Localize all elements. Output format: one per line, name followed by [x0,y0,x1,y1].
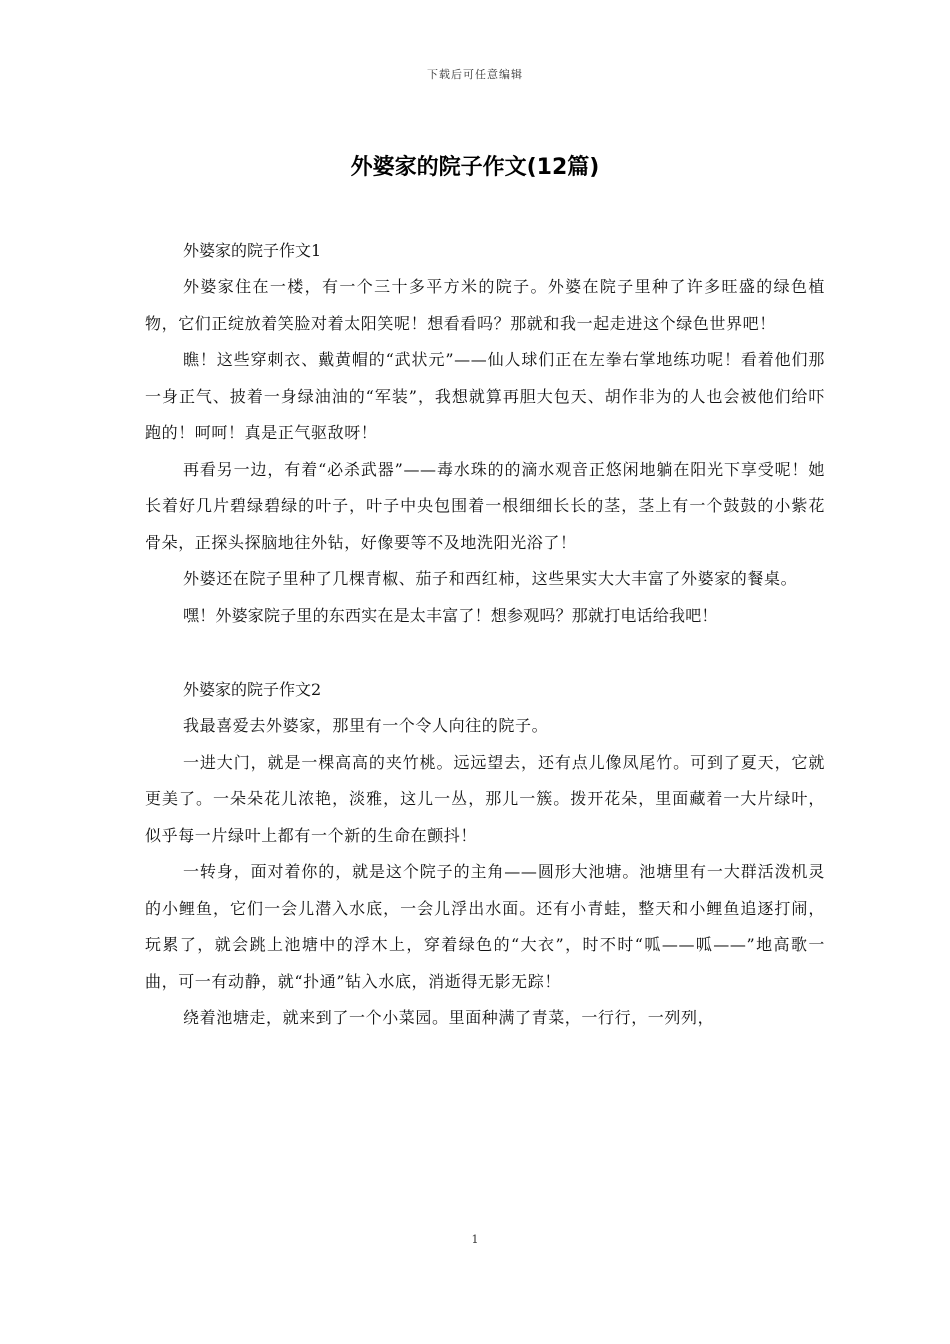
paragraph: 外婆家住在一楼，有一个三十多平方米的院子。外婆在院子里种了许多旺盛的绿色植物，它们正绽放着笑脸对着太阳笑呢！想看看吗？那就和我一起走进这个绿色世界吧！ [145,277,825,333]
paragraph: 我最喜爱去外婆家，那里有一个令人向往的院子。 [183,716,549,735]
header-note: 下载后可任意编辑 [427,68,523,81]
paragraph: 瞧！这些穿刺衣、戴黄帽的“武状元”——仙人球们正在左拳右掌地练功呢！看着他们那一身正气、披着一身绿油油的“军装”，我想就算再胆大包天、胡作非为的人也会被他们给吓跑的！呵呵！真是正气驱敌呀！ [145,350,825,442]
paragraph: 再看另一边，有着“必杀武器”——毒水珠的的滴水观音正悠闲地躺在阳光下享受呢！她长着好几片碧绿碧绿的叶子，叶子中央包围着一根细细长长的茎，茎上有一个鼓鼓的小紫花骨朵，正探头探脑地往外钻，好像要等不及地洗阳光浴了！ [145,459,825,552]
page-number: 1 [471,1233,479,1246]
essay-1 [145,233,825,634]
essay-2 [145,672,825,1037]
paragraph: 一进大门，就是一棵高高的夹竹桃。远远望去，还有点儿像凤尾竹。可到了夏天，它就更美了。一朵朵花儿浓艳，淡雅，这儿一丛，那儿一簇。拨开花朵，里面藏着一大片绿叶，似乎每一片绿叶上都有一个新的生命在颤抖！ [145,752,825,845]
paragraph: 绕着池塘走，就来到了一个小菜园。里面种满了青菜，一行行，一列列， [183,1008,715,1027]
document-body [145,233,825,1037]
essay-heading: 外婆家的院子作文1 [183,241,322,260]
paragraph: 外婆还在院子里种了几棵青椒、茄子和西红柿，这些果实大大丰富了外婆家的餐桌。 [183,569,798,588]
paragraph: 嘿！外婆家院子里的东西实在是太丰富了！想参观吗？那就打电话给我吧！ [183,605,718,625]
section-spacer [145,634,825,672]
essay-heading: 外婆家的院子作文2 [183,680,322,699]
paragraph: 一转身，面对着你的，就是这个院子的主角——圆形大池塘。池塘里有一大群活泼机灵的小鲤鱼，它们一会儿潜入水底，一会儿浮出水面。还有小青蛙，整天和小鲤鱼追逐打闹，玩累了，就会跳上池塘中的浮木上，穿着绿色的“大衣”，时不时“呱——呱——”地高歌一曲，可一有动静，就“扑通”钻入水底，消逝得无影无踪！ [145,862,825,991]
document-title: 外婆家的院子作文(12篇) [350,155,600,180]
